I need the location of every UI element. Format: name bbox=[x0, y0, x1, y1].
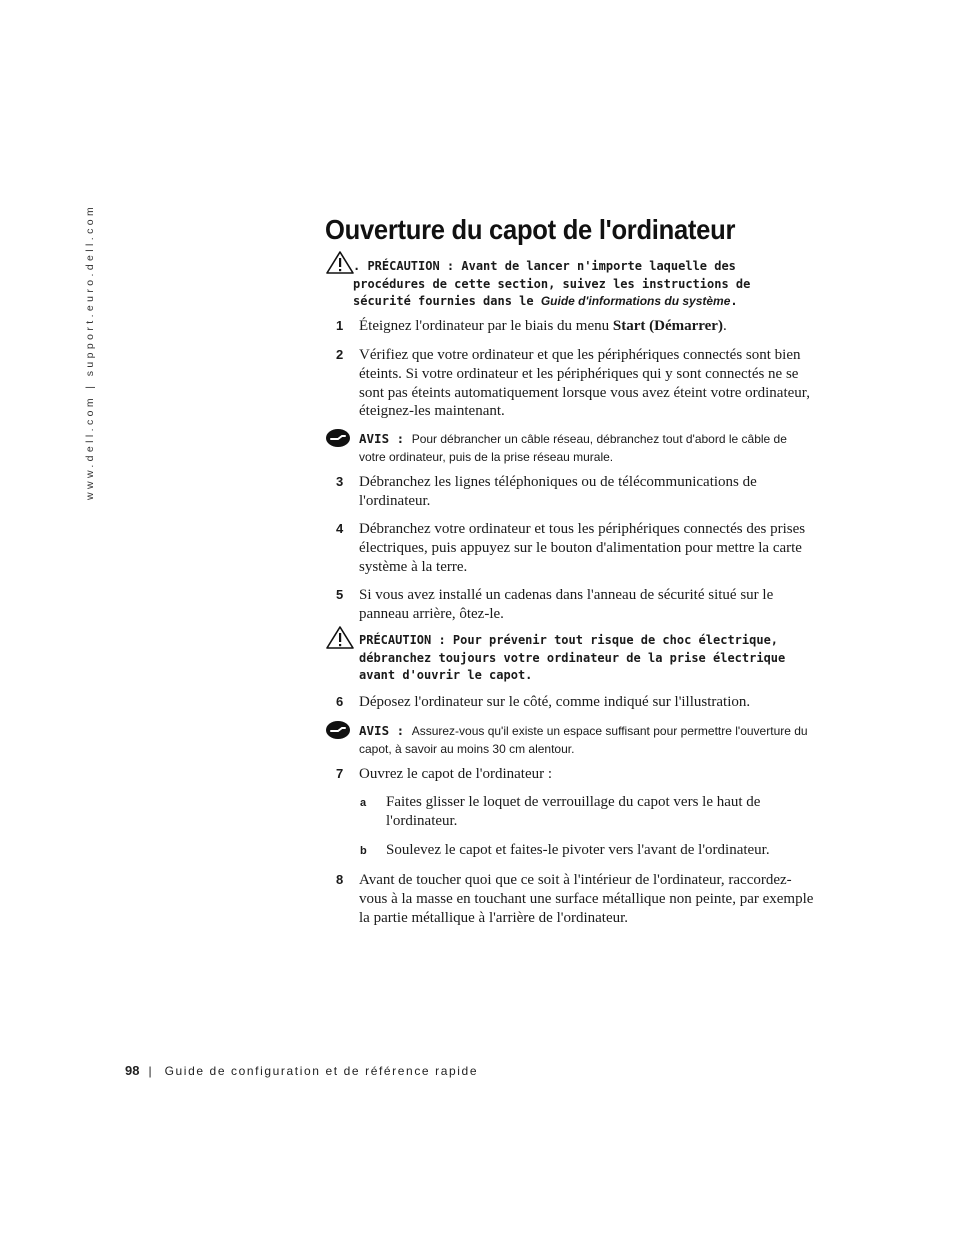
avis-notice-2 bbox=[325, 720, 815, 756]
avis-body: Assurez-vous qu'il existe un espace suffisant pour permettre l'ouverture du capot, à savoir au moins 30 cm alentour. bbox=[359, 724, 808, 756]
substep-letter: a bbox=[360, 797, 367, 809]
step-number: 2 bbox=[336, 347, 344, 362]
caution-reference: Guide d'informations du système bbox=[540, 294, 731, 308]
avis-label: AVIS : bbox=[359, 431, 412, 446]
step-number: 1 bbox=[336, 318, 344, 333]
substep-text: Soulevez le capot et faites-le pivoter vers l'avant de l'ordinateur. bbox=[386, 842, 770, 858]
step-text bbox=[359, 317, 815, 336]
caution-notice-1 bbox=[325, 250, 815, 310]
avis-text-2 bbox=[359, 722, 815, 758]
substep-letter: b bbox=[360, 845, 367, 857]
step-text-part: Éteignez l'ordinateur par le biais du menu bbox=[359, 318, 613, 334]
caution-label: PRÉCAUTION : bbox=[367, 259, 462, 273]
avis-label: AVIS : bbox=[359, 723, 412, 738]
caution-end: . bbox=[730, 294, 738, 308]
warning-triangle-icon bbox=[325, 250, 355, 275]
caution-notice-2 bbox=[325, 625, 815, 685]
step-number: 3 bbox=[336, 474, 344, 489]
warning-triangle-icon bbox=[325, 625, 355, 650]
page-title: Ouverture du capot de l'ordinateur bbox=[325, 214, 736, 245]
side-url: www.dell.com | support.euro.dell.com bbox=[84, 203, 96, 500]
step-text: Déposez l'ordinateur sur le côté, comme indiqué sur l'illustration. bbox=[359, 694, 751, 710]
step-text: Avant de toucher quoi que ce soit à l'intérieur de l'ordinateur, raccordez-vous à la masse en touchant une surface métallique non peinte, par exemple la partie métallique à l'arrière de l'ordinateur. bbox=[359, 872, 814, 926]
step-text: Si vous avez installé un cadenas dans l'anneau de sécurité situé sur le panneau arrière, ôtez-le. bbox=[359, 587, 774, 622]
menu-name: Start (Démarrer) bbox=[612, 318, 723, 334]
step-text: Débranchez votre ordinateur et tous les périphériques connectés des prises électriques, puis appuyez sur le bouton d'alimentation pour mettre la carte système à la terre. bbox=[359, 521, 806, 575]
caution-body: Avant de lancer n'importe laquelle des procédures de cette section, suivez les instructions de sécurité fournies dans le bbox=[353, 259, 751, 308]
step-text: Ouvrez le capot de l'ordinateur : bbox=[359, 766, 553, 782]
caution-text-1 bbox=[353, 258, 815, 311]
step-number: 8 bbox=[336, 872, 344, 887]
notice-hand-icon bbox=[325, 720, 351, 740]
step-number: 6 bbox=[336, 694, 344, 709]
caution-lead: . bbox=[353, 259, 368, 273]
page-footer bbox=[125, 1063, 478, 1078]
notice-hand-icon bbox=[325, 428, 351, 448]
step-text: Débranchez les lignes téléphoniques ou de télécommunications de l'ordinateur. bbox=[359, 474, 757, 509]
step-text: Vérifiez que votre ordinateur et que les périphériques connectés sont bien éteints. Si votre ordinateur et les périphériques qui y sont connectés ne se sont pas éteints automatiquement lorsque vous avez éteint votre ordinateur, éteignez-les maintenant. bbox=[359, 347, 810, 420]
step-number: 7 bbox=[336, 766, 344, 781]
avis-notice-1 bbox=[325, 428, 815, 464]
page-number: 98 bbox=[125, 1063, 140, 1078]
step-text-part: . bbox=[722, 318, 727, 334]
avis-text-1 bbox=[359, 430, 815, 466]
substep-text: Faites glisser le loquet de verrouillage du capot vers le haut de l'ordinateur. bbox=[386, 794, 761, 829]
avis-body: Pour débrancher un câble réseau, débranchez tout d'abord le câble de votre ordinateur, puis de la prise réseau murale. bbox=[359, 432, 787, 464]
caution-body: Pour prévenir tout risque de choc électrique, débranchez toujours votre ordinateur de la prise électrique avant d'ouvrir le capot. bbox=[359, 633, 786, 682]
caution-text-2 bbox=[359, 632, 815, 685]
footer-separator: | bbox=[148, 1064, 152, 1078]
caution-label: PRÉCAUTION : bbox=[359, 633, 453, 647]
step-number: 4 bbox=[336, 521, 344, 536]
step-number: 5 bbox=[336, 587, 344, 602]
document-title: Guide de configuration et de référence rapide bbox=[164, 1064, 479, 1078]
